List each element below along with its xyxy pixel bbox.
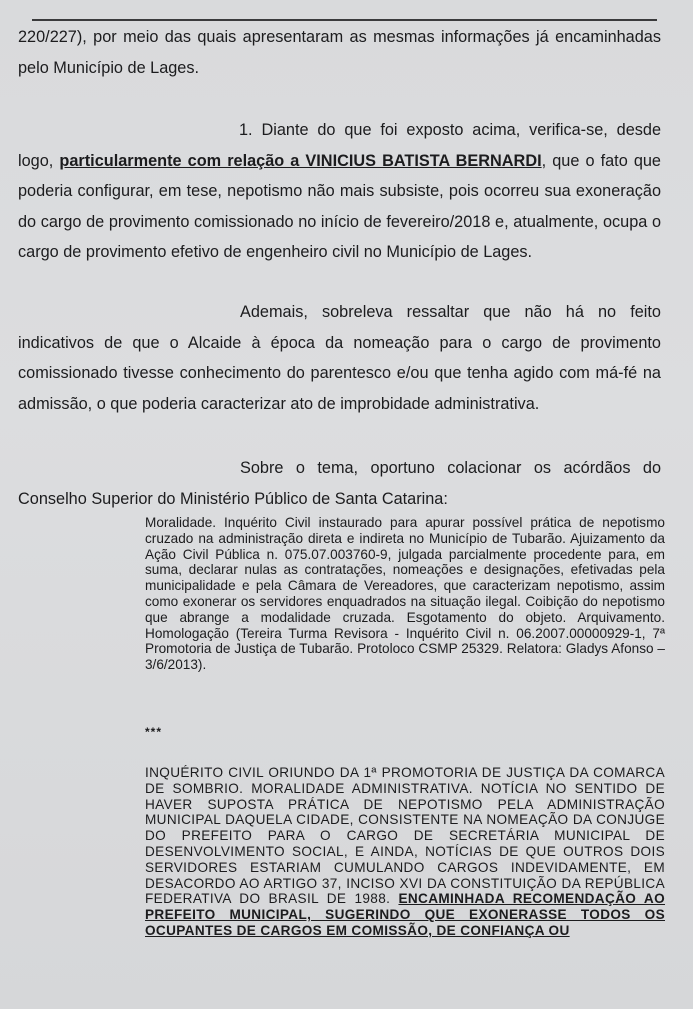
paragraph-1-lead: Diante do que foi exposto acima, verifica-se, desde logo, [18,121,661,170]
paragraph-2-text: Ademais, sobreleva ressaltar que não há no feito indicativos de que o Alcaide à época da nomeação para o cargo de provimento comissionado tivesse conhecimento do parentesco e/ou que tenha agido com má-fé na admissão, o que poderia caracterizar ato de improbidade administrativa. [18,303,661,413]
quote-2 [145,765,665,939]
header-rule [32,19,657,21]
paragraph-2 [18,297,661,419]
quote-2-emphasis: ENCAMINHADA RECOMENDAÇÃO AO PREFEITO MUNICIPAL, SUGERINDO QUE EXONERASSE TODOS OS OCUPANTES DE CARGOS EM COMISSÃO, DE CONFIANÇA OU [145,891,665,938]
paragraph-3 [18,453,661,514]
quote-2-text: INQUÉRITO CIVIL ORIUNDO DA 1ª PROMOTORIA DE JUSTIÇA DA COMARCA DE SOMBRIO. MORALIDADE ADMINISTRATIVA. NOTÍCIA NO SENTIDO DE HAVER SUPOSTA PRÁTICA DE NEPOTISMO PELA ADMINISTRAÇÃO MUNICIPAL DAQUELA CIDADE, CONSISTENTE NA NOMEAÇÃO DA CONJUGE DO PREFEITO PARA O CARGO DE SECRETÁRIA MUNICIPAL DE DESENVOLVIMENTO SOCIAL, E AINDA, NOTÍCIAS DE QUE OUTROS DOIS SERVIDORES ESTARIAM CUMULANDO CARGOS INDEVIDAMENTE, EM DESACORDO AO ARTIGO 37, INCISO XVI DA CONSTITUIÇÃO DA REPÚBLICA FEDERATIVA DO BRASIL DE 1988. [145,765,665,907]
paragraph-1-rest: , que o fato que poderia configurar, em tese, nepotismo não mais subsiste, pois ocorreu sua exoneração do cargo de provimento comissionado no início de fevereiro/2018 e, atualmente, ocupa o cargo de provimento efetivo de engenheiro civil no Município de Lages. [18,151,661,261]
quote-1: Moralidade. Inquérito Civil instaurado para apurar possível prática de nepotismo cruzado na administração direta e indireta no Município de Tubarão. Ajuizamento da Ação Civil Pública n. 075.07.003760-9, julgada parcialmente procedente para, em suma, declarar nulas as contratações, nomeações e designações, efetivadas pela municipalidade e pela Câmara de Vereadores, que caracterizam nepotismo, assim como exonerar os servidores enquadrados na situação ilegal. Coibição do nepotismo que abrange a modalidade cruzada. Esgotamento do objeto. Arquivamento. Homologação (Tereira Turma Revisora - Inquérito Civil n. 06.2007.00000929-1, 7ª Promotoria de Justiça de Tubarão. Protoloco CSMP 25329. Relatora: Gladys Afonso – 3/6/2013). [145,515,665,673]
separator: *** [145,725,163,739]
paragraph-1-number: 1. [239,121,253,139]
paragraph-1 [18,115,661,268]
paragraph-1-emphasis: particularmente com relação a VINICIUS BATISTA BERNARDI [59,151,542,170]
header-fragment: 220/227), por meio das quais apresentaram as mesmas informações já encaminhadas pelo Município de Lages. [18,28,661,77]
paragraph-3-text: Sobre o tema, oportuno colacionar os acórdãos do Conselho Superior do Ministério Público de Santa Catarina: [18,459,661,508]
